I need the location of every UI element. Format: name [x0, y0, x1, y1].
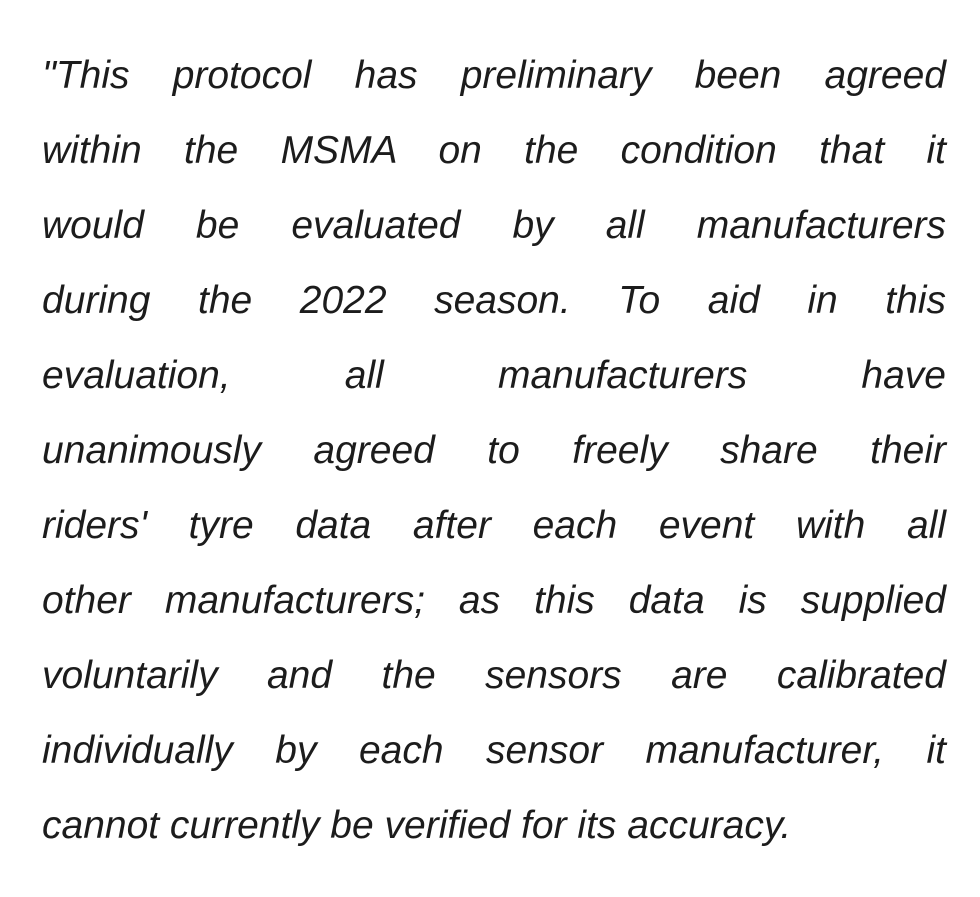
paragraph-line: during the 2022 season. To aid in this	[42, 279, 946, 322]
paragraph-line: "This protocol has preliminary been agreed	[42, 54, 946, 97]
paragraph-line: voluntarily and the sensors are calibrated	[42, 654, 946, 697]
paragraph-line: would be evaluated by all manufacturers	[42, 204, 946, 247]
paragraph-line: other manufacturers; as this data is supplied	[42, 579, 946, 622]
paragraph-line: within the MSMA on the condition that it	[42, 129, 946, 172]
paragraph-line: individually by each sensor manufacturer, it	[42, 729, 946, 772]
paragraph-line: riders' tyre data after each event with all	[42, 504, 946, 547]
paragraph-line-last: cannot currently be verified for its accuracy.	[42, 804, 792, 847]
paragraph-line: evaluation, all manufacturers have	[42, 354, 946, 397]
quoted-paragraph	[42, 38, 946, 863]
paragraph-line: unanimously agreed to freely share their	[42, 429, 946, 472]
